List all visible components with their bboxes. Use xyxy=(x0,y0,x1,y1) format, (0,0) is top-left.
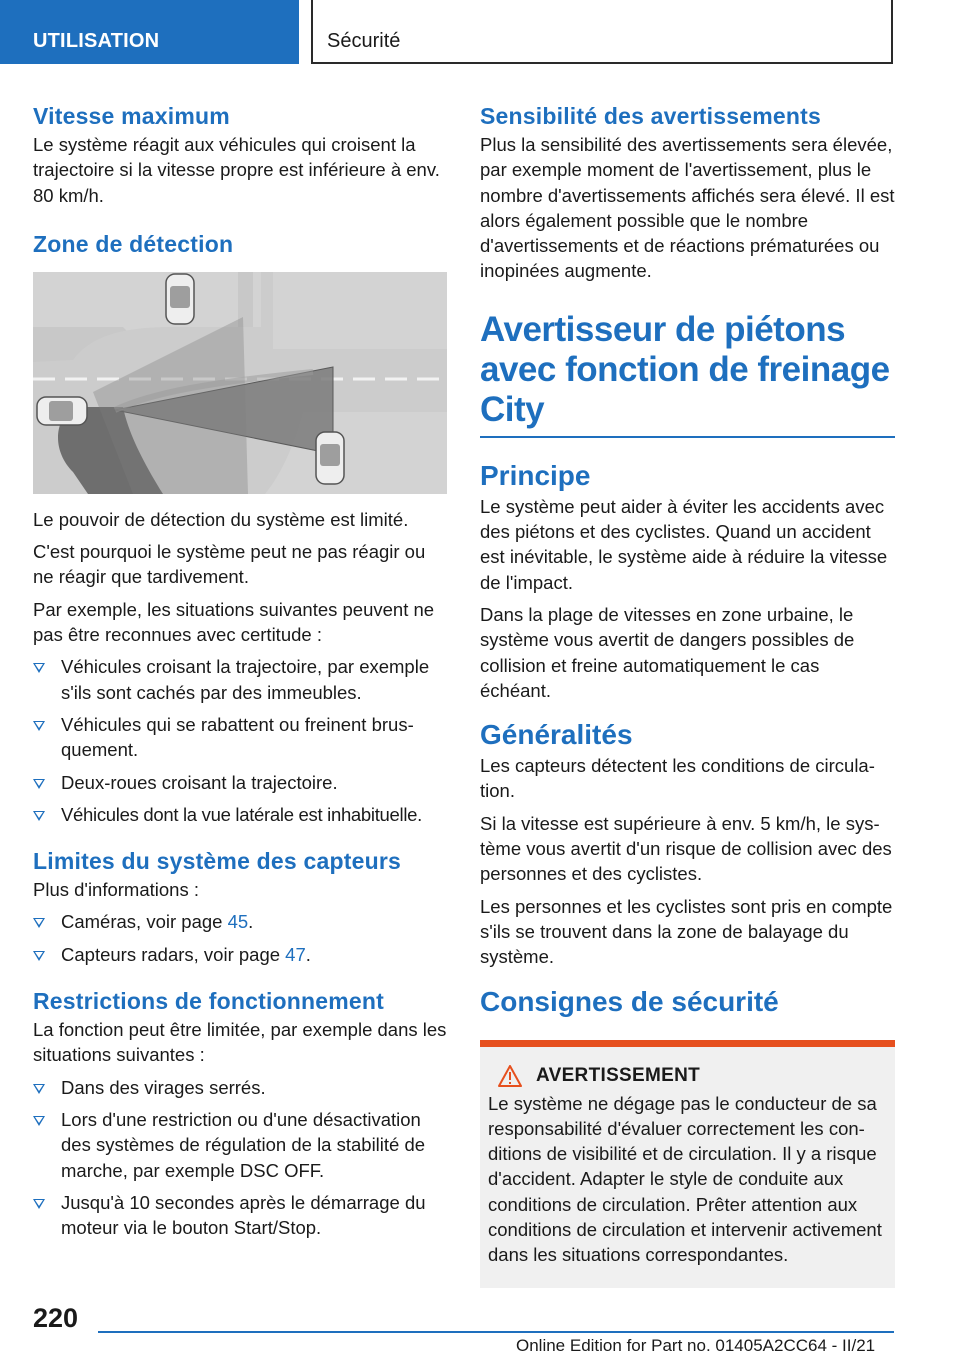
situations-list xyxy=(33,654,447,827)
heading-principe: Principe xyxy=(480,459,591,491)
list-item: Véhicules croisant la trajectoire, par exemple s'ils sont cachés par des immeubles. xyxy=(33,654,447,705)
para-plage: Dans la plage de vitesses en zone urbaine, le système vous avertit de dangers possibles de collision et freine automatiquement le cas échéant. xyxy=(480,603,855,701)
para-exemple: Par exemple, les situations suivantes peuvent ne pas être reconnues avec certitude : xyxy=(33,598,435,646)
list-item: Dans des virages serrés. xyxy=(33,1075,447,1100)
list-item: Véhicules dont la vue latérale est inhabituelle. xyxy=(33,802,447,827)
list-item: Véhicules qui se rabattent ou freinent brusquement. xyxy=(33,712,447,763)
section-label: UTILISATION xyxy=(33,30,160,52)
subsection-label: Sécurité xyxy=(327,30,401,52)
sensor-references-list xyxy=(33,909,447,967)
heading-generalites: Généralités xyxy=(480,719,633,751)
heading-limites-capteurs: Limites du système des capteurs xyxy=(33,848,401,875)
bullet-triangle-icon xyxy=(33,721,45,731)
para-plus-informations: Plus d'informations : xyxy=(33,879,199,901)
link-page-radars[interactable]: 47 xyxy=(285,943,306,965)
heading-sensibilite: Sensibilité des avertissements xyxy=(480,103,821,129)
list-item: Capteurs radars, voir page 47. xyxy=(33,942,447,967)
heading-zone-detection: Zone de détection xyxy=(33,230,234,257)
para-principe: Le système peut aider à éviter les accidents avec des piétons et des cyclistes. Quand un accident est inévitable, le système aide à réduire la vitesse de l'impact. xyxy=(480,495,888,593)
para-si-vitesse: Si la vitesse est supérieure à env. 5 km/h, le système vous avertit d'un risque de collision avec des personnes et des cyclistes. xyxy=(480,812,892,885)
footer-edition: Online Edition for Part no. 01405A2CC64 - II/21 xyxy=(516,1336,876,1355)
heading-restrictions: Restrictions de fonctionnement xyxy=(33,988,385,1015)
footer-rule xyxy=(98,1331,894,1333)
list-item: Jusqu'à 10 secondes après le démarrage du moteur via le bouton Start/Stop. xyxy=(33,1190,447,1241)
right-column xyxy=(480,100,895,1288)
bullet-triangle-icon xyxy=(33,779,45,789)
link-page-cameras[interactable]: 45 xyxy=(227,911,249,933)
bullet-triangle-icon xyxy=(33,918,45,928)
para-capteurs: Les capteurs détectent les conditions de circulation. xyxy=(480,755,875,802)
heading-vitesse-maximum: Vitesse maximum xyxy=(33,103,230,129)
warning-triangle-icon xyxy=(498,1065,522,1087)
para-sensibilite: Plus la sensibilité des avertissements sera élevée, par exemple moment de l'avertissement, plus le nombre d'avertissements affichés sera élevé. Il est alors également possible que le nombre d'avertissements et de réactions prématurées ou inopinées augmente. xyxy=(480,134,895,282)
para-pourquoi: C'est pourquoi le système peut ne pas réagir ou ne réagir que tardivement. xyxy=(33,541,426,588)
list-item: Caméras, voir page 45. xyxy=(33,909,447,934)
detection-zone-illustration xyxy=(33,272,447,494)
heading-consignes: Consignes de sécurité xyxy=(480,985,779,1017)
subsection-header xyxy=(311,0,893,64)
bullet-triangle-icon xyxy=(33,1199,45,1209)
para-pouvoir: Le pouvoir de détection du système est limité. xyxy=(33,508,409,530)
bullet-triangle-icon xyxy=(33,951,45,961)
list-item: Lors d'une restriction ou d'une désactivation des systèmes de régulation de la stabilité de marche, par exemple DSC OFF. xyxy=(33,1107,447,1183)
page-number: 220 xyxy=(33,1303,79,1333)
warning-bar xyxy=(480,1040,895,1047)
para-vitesse: Le système réagit aux véhicules qui croisent la trajectoire si la vitesse propre est inférieure à env. 80 km/h. xyxy=(33,134,440,206)
list-item: Deux-roues croisant la trajectoire. xyxy=(33,770,447,795)
left-column xyxy=(33,100,447,1247)
bullet-triangle-icon xyxy=(33,1084,45,1094)
warning-title: AVERTISSEMENT xyxy=(536,1064,701,1086)
chapter-title: Avertisseur de piétons avec fonction de freinage City xyxy=(480,309,890,429)
section-tab xyxy=(0,0,299,64)
para-personnes: Les personnes et les cyclistes sont pris en compte s'ils se trouvent dans la zone de balayage du système. xyxy=(480,895,893,968)
warning-box xyxy=(480,1040,895,1288)
bullet-triangle-icon xyxy=(33,811,45,821)
warning-text: Le système ne dégage pas le conducteur de sa responsabilité d'évaluer correctement les conditions de visibilité et de circulation. Il y a risque d'accident. Adapter le style de conduite aux conditions de circulation. Prêter attention aux conditions de circulation et intervenir activement dans les situations correspondantes. xyxy=(488,1092,882,1266)
restrictions-list xyxy=(33,1075,447,1241)
bullet-triangle-icon xyxy=(33,663,45,673)
bullet-triangle-icon xyxy=(33,1116,45,1126)
para-fonction: La fonction peut être limitée, par exemple dans les situations suivantes : xyxy=(33,1019,447,1066)
